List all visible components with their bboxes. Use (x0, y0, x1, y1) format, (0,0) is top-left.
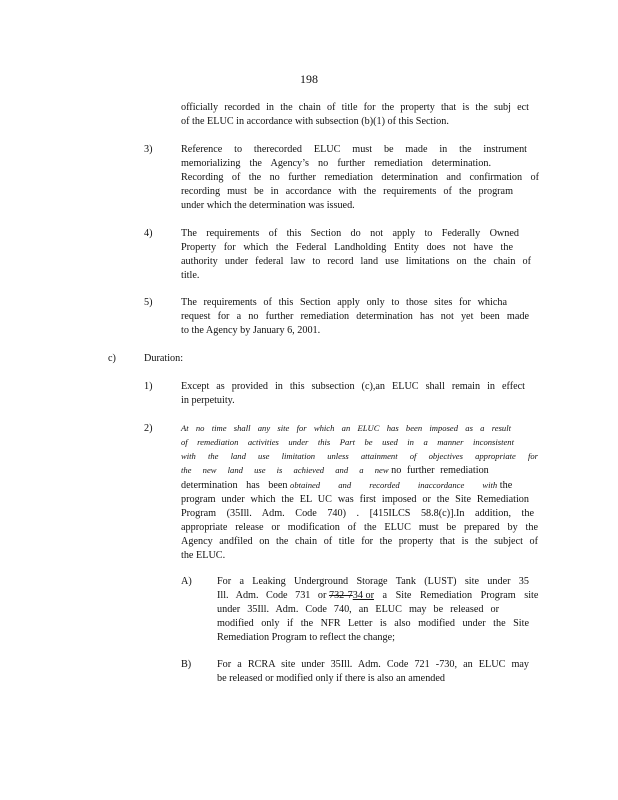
text-line: Property for which the Federal Landholding Entity does not have the (181, 242, 513, 253)
item-number-cB: B) (181, 659, 192, 670)
text-line: of the ELUC in accordance with subsection (b)(1) of this Section. (181, 116, 449, 127)
item-number-cA: A) (181, 576, 192, 587)
text-line: authority under federal law to record land use limitations on the chain of (181, 256, 531, 267)
text-line: title. (181, 270, 200, 281)
italic-fragment: obtained and recorded inaccordance with (290, 480, 498, 490)
text-line: the ELUC. (181, 550, 226, 561)
text-line: under 35Ill. Adm. Code 740, an ELUC may be released or (217, 604, 499, 615)
item-number-3: 3) (144, 144, 153, 155)
page-number: 198 (300, 72, 318, 86)
text-line: Except as provided in this subsection (c),an ELUC shall remain in effect (181, 381, 525, 392)
mixed-text-line (181, 478, 538, 493)
item-c2-paragraph (181, 421, 538, 563)
italic-fragment: the new land use is achieved and a new (181, 465, 389, 475)
text-fragment: no further remediation (391, 465, 489, 476)
item-5-paragraph (181, 296, 529, 338)
text-line: Recording of the no further remediation determination and confirmation of (181, 172, 539, 183)
italic-text-line: At no time shall any site for which an ELUC has been imposed as a result (181, 423, 511, 433)
italic-text-line: with the land use limitation unless attainment of objectives appropriate for (181, 451, 538, 461)
mixed-text-line (181, 463, 538, 478)
item-3-paragraph (181, 143, 539, 213)
text-line: appropriate release or modification of the ELUC must be prepared by the (181, 522, 538, 533)
text-line: under which the determination was issued. (181, 200, 355, 211)
text-fragment: a Site Remediation Program site (373, 590, 539, 601)
item-number-5: 5) (144, 297, 153, 308)
text-line: The requirements of this Section do not apply to Federally Owned (181, 228, 519, 239)
continuation-paragraph (181, 101, 529, 129)
text-line: memorializing the Agency’s no further remediation determination. (181, 158, 491, 169)
text-fragment: the (499, 480, 513, 491)
text-fragment: determination has been (181, 480, 288, 491)
underlined-fragment: 34 or (352, 590, 374, 601)
text-line: in perpetuity. (181, 395, 235, 406)
text-line: officially recorded in the chain of title for the property that is the subj ect (181, 102, 529, 113)
item-number-4: 4) (144, 228, 153, 239)
section-c-title: Duration: (144, 353, 184, 364)
item-number-c1: 1) (144, 381, 153, 392)
text-fragment: Ill. Adm. Code 731 or (217, 590, 327, 601)
text-line: For a RCRA site under 35Ill. Adm. Code 721 -730, an ELUC may (217, 659, 529, 670)
text-line: request for a no further remediation determination has not yet been made (181, 311, 529, 322)
italic-text-line: of remediation activities under this Part be used in a manner inconsistent (181, 437, 514, 447)
struck-fragment: 732-7 (328, 590, 353, 601)
item-4-paragraph (181, 227, 531, 283)
text-line: For a Leaking Underground Storage Tank (LUST) site under 35 (217, 576, 529, 587)
text-line: to the Agency by January 6, 2001. (181, 325, 321, 336)
item-cA-paragraph (217, 575, 539, 645)
item-c1-paragraph (181, 380, 525, 408)
text-line: modified only if the NFR Letter is also modified under the Site (217, 618, 529, 629)
section-c-number: c) (108, 353, 116, 364)
text-line: Remediation Program to reflect the change; (217, 632, 395, 643)
text-line: recording must be in accordance with the requirements of the program (181, 186, 513, 197)
text-line: The requirements of this Section apply only to those sites for whicha (181, 297, 507, 308)
text-line: be released or modified only if there is also an amended (217, 673, 446, 684)
item-number-c2: 2) (144, 423, 153, 434)
mixed-text-line (217, 589, 539, 603)
text-line: program under which the EL UC was first imposed or the Site Remediation (181, 494, 529, 505)
text-line: Reference to therecorded ELUC must be made in the instrument (181, 144, 527, 155)
text-line: Program (35Ill. Adm. Code 740) . [415ILCS 58.8(c)].In addition, the (181, 508, 534, 519)
text-line: Agency andfiled on the chain of title for the property that is the subject of (181, 536, 538, 547)
item-cB-paragraph (217, 658, 529, 686)
